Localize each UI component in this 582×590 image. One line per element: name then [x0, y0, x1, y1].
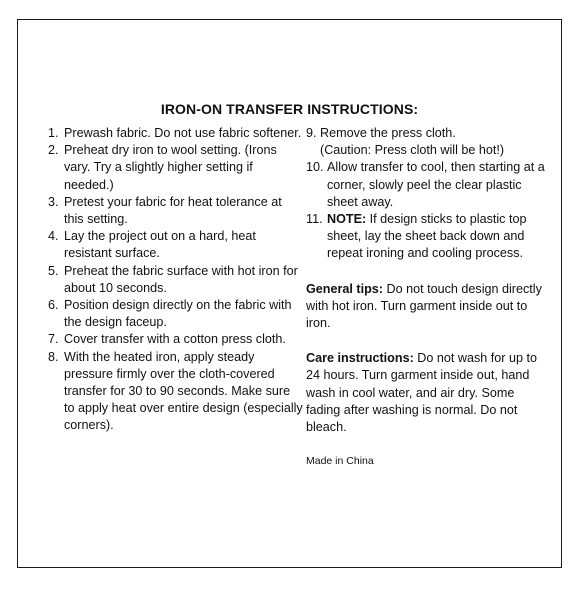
step-number: 6. [48, 298, 59, 313]
step-text: Preheat dry iron to wool setting. (Irons vary. Try a slightly higher setting if needed.) [64, 143, 277, 192]
step-item [48, 142, 303, 194]
step-text-wrap [327, 211, 551, 263]
step-number: 9. [306, 126, 317, 140]
general-tips-text: Do not touch design directly with hot iron. Turn garment inside out to iron. [306, 281, 542, 331]
step-text: Allow transfer to cool, then starting at a corner, slowly peel the clear plastic sheet away. [327, 160, 545, 209]
step-text: Lay the project out on a hard, heat resistant surface. [64, 229, 256, 261]
step-item [48, 331, 303, 348]
note-label: NOTE: [327, 212, 367, 227]
step-item [306, 211, 551, 263]
step-text: With the heated iron, apply steady pressure firmly over the cloth-covered transfer for 30 to 90 seconds. Make sure to apply heat over entire design (especially corners). [64, 349, 303, 433]
steps-list-right [306, 125, 551, 263]
step-number: 4. [48, 229, 59, 244]
steps-list-left [48, 125, 303, 435]
step-item [48, 263, 303, 297]
step-number: 2. [48, 143, 59, 158]
step-item [48, 349, 303, 435]
step-item [48, 194, 303, 228]
step-text: Pretest your fabric for heat tolerance at this setting. [64, 194, 282, 227]
step-item [48, 297, 303, 331]
step-text: Remove the press cloth. [320, 126, 456, 140]
step-item [306, 125, 551, 159]
step-number: 7. [48, 332, 59, 347]
step-item [48, 125, 303, 142]
step-number: 11. [306, 212, 323, 227]
general-tips-label: General tips: [306, 281, 383, 296]
step-text: Prewash fabric. Do not use fabric softener. [64, 126, 302, 140]
step-text: Cover transfer with a cotton press cloth. [64, 332, 286, 347]
step-number: 3. [48, 194, 59, 209]
step-text: If design sticks to plastic top sheet, lay the sheet back down and repeat ironing and cooling process. [327, 212, 527, 261]
step-text: Preheat the fabric surface with hot iron for about 10 seconds. [64, 263, 298, 295]
step-number: 1. [48, 126, 59, 140]
step-text: Position design directly on the fabric with the design faceup. [64, 298, 292, 330]
caution-note: (Caution: Press cloth will be hot!) [320, 143, 505, 158]
care-instructions-text: Do not wash for up to 24 hours. Turn garment inside out, hand wash in cool water, and air dry. Some fading after washing is normal. Do not bleach. [306, 351, 537, 435]
made-in-label: Made in China [306, 455, 374, 468]
step-item [48, 228, 303, 262]
step-number: 5. [48, 263, 59, 278]
step-number: 10. [306, 160, 324, 175]
left-column [48, 125, 303, 435]
step-item [306, 159, 551, 211]
step-number: 8. [48, 349, 59, 364]
page-title: IRON-ON TRANSFER INSTRUCTIONS: [160, 101, 419, 117]
step-text-wrap [320, 125, 551, 159]
instruction-card [17, 19, 562, 568]
general-tips [306, 281, 551, 333]
right-column [306, 125, 551, 468]
care-instructions [306, 350, 551, 436]
care-instructions-label: Care instructions: [306, 351, 414, 366]
